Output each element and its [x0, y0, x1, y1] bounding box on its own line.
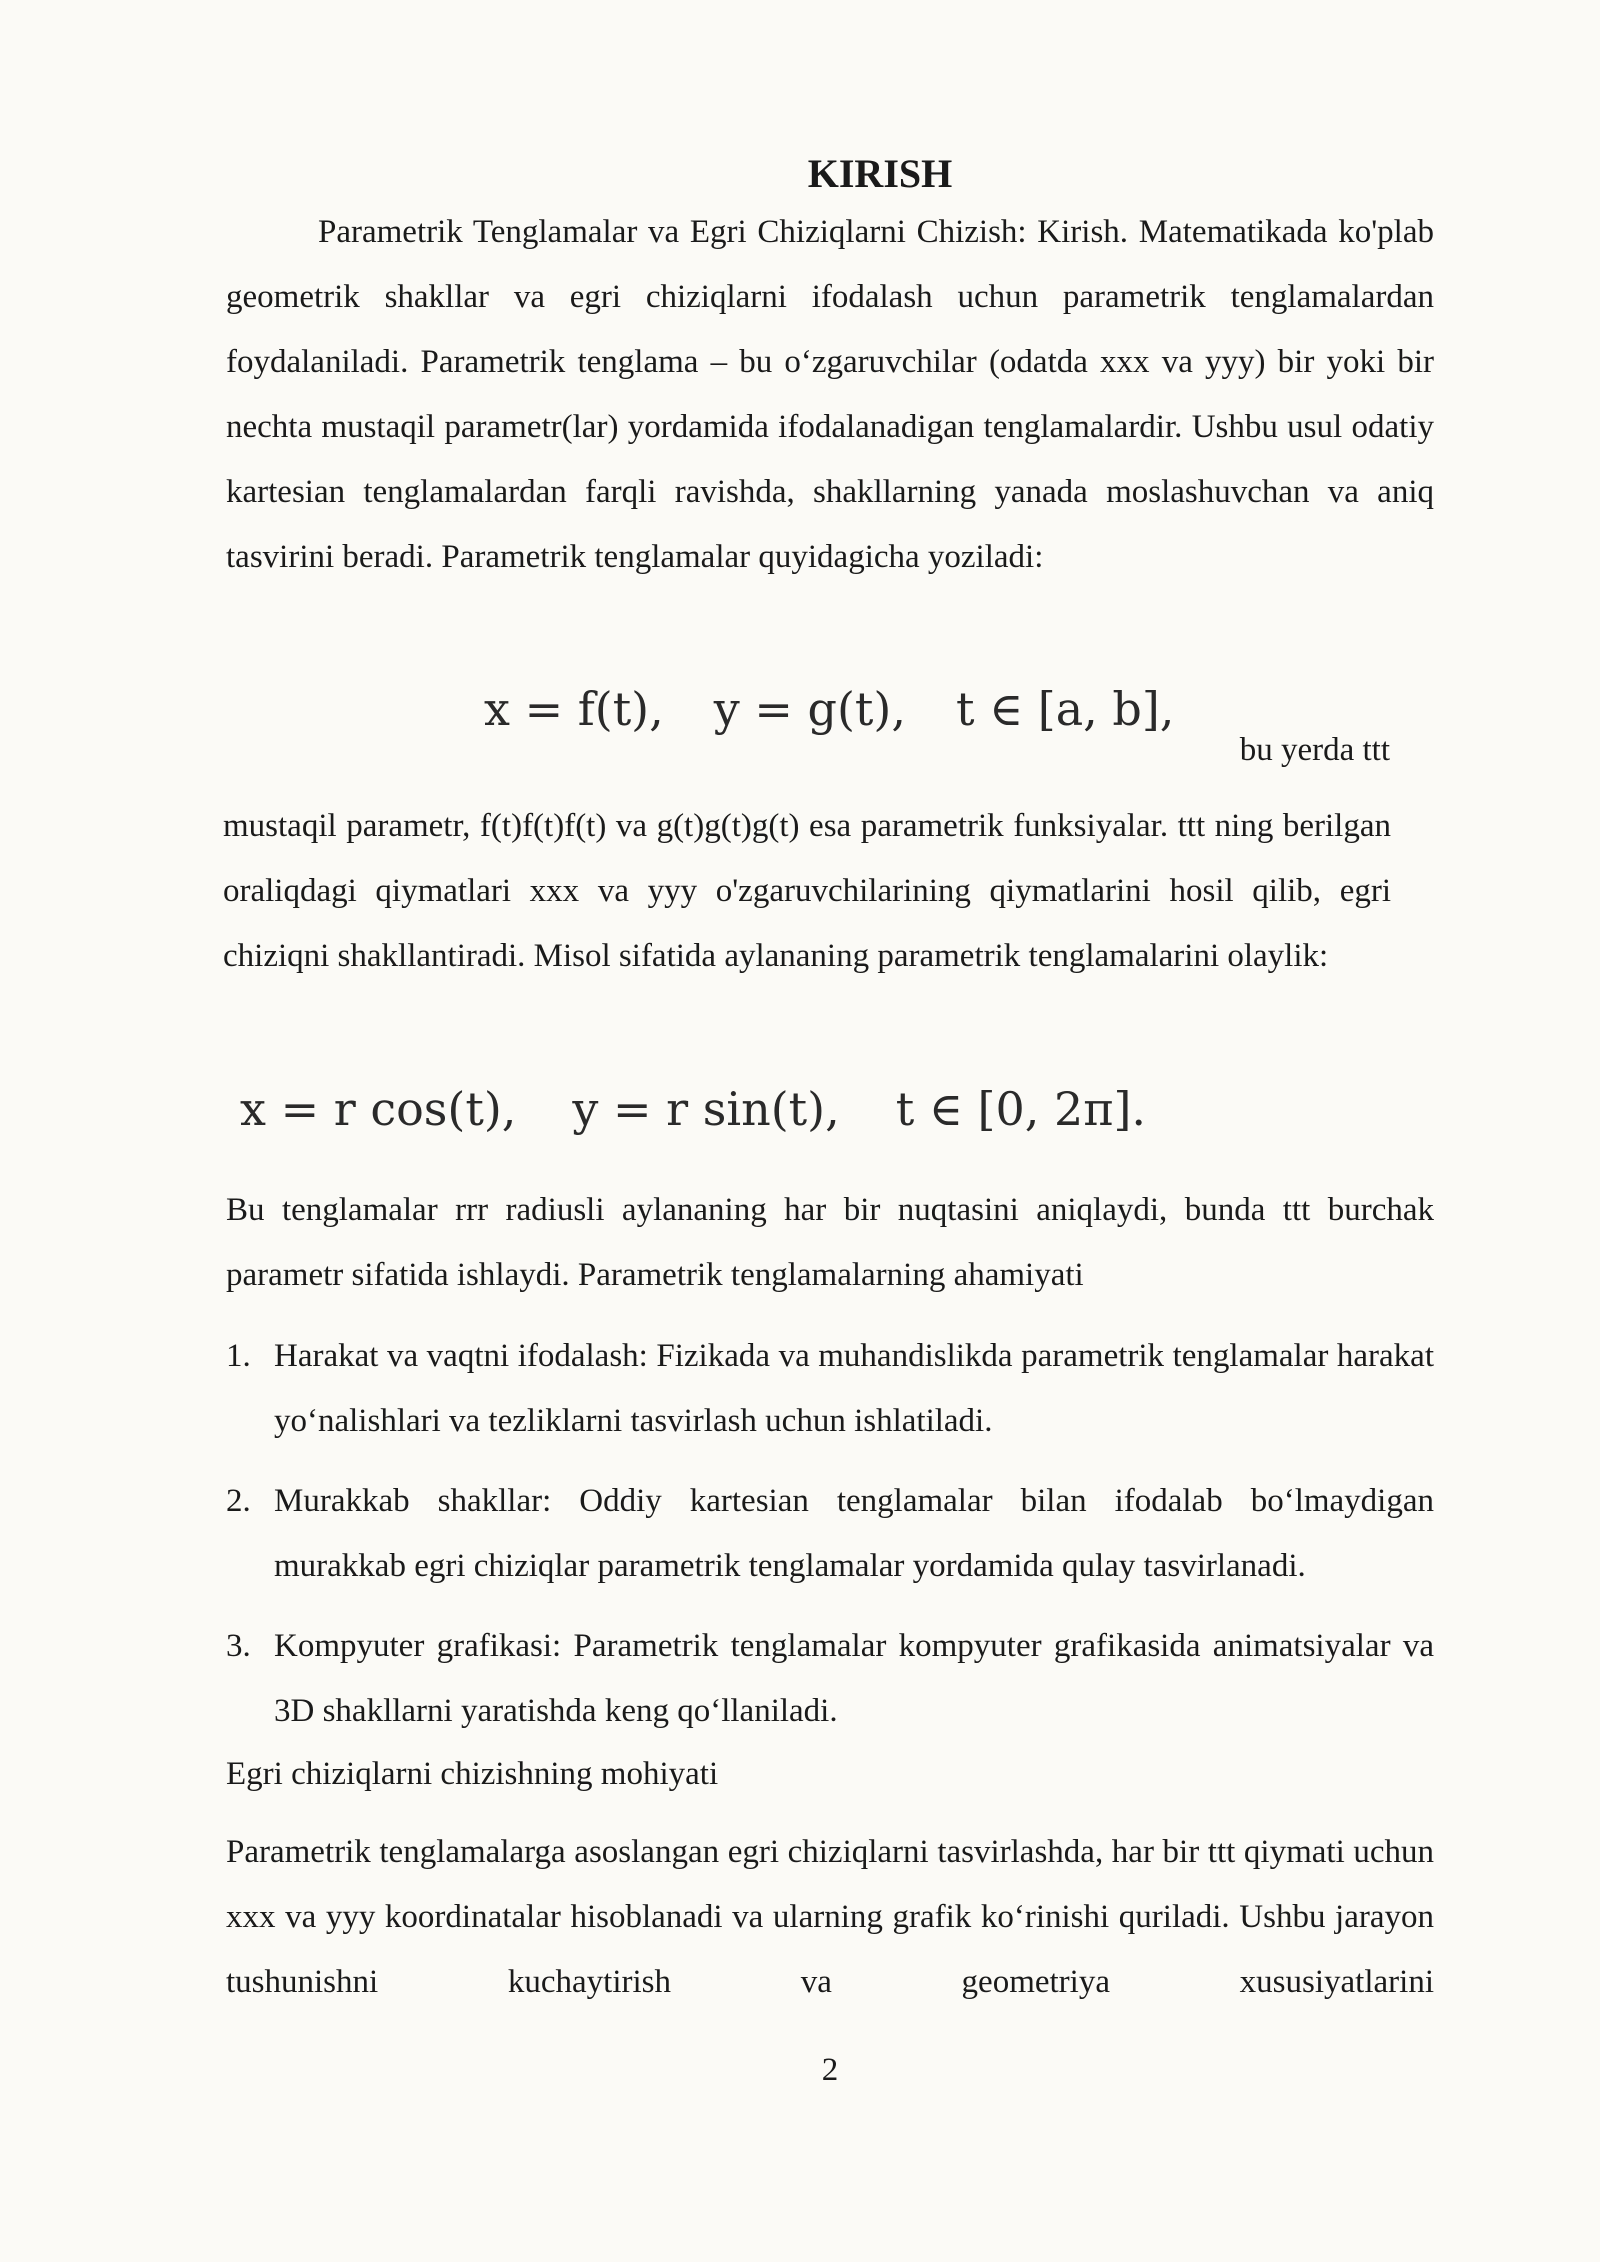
list-item-text: Harakat va vaqtni ifodalash: Fizikada va muhandislikda parametrik tenglamalar harakat yo‘nalishlari va tezliklarni tasvirlash uchun ishlatiladi.: [274, 1338, 1434, 1439]
equation-y-part: y = g(t),: [713, 682, 906, 736]
importance-list: [226, 1324, 1434, 1759]
list-item-number: 2.: [226, 1483, 251, 1519]
section-heading: Egri chiziqlarni chizishning mohiyati: [226, 1756, 719, 1792]
equation-explanation-start: bu yerda ttt: [1239, 732, 1390, 768]
list-item: [226, 1614, 1434, 1744]
equation-x-part: x = r cos(t),: [240, 1082, 517, 1136]
list-item: [226, 1469, 1434, 1599]
list-item-number: 1.: [226, 1338, 251, 1374]
list-item-text: Murakkab shakllar: Oddiy kartesian tenglamalar bilan ifodalab bo‘lmaydigan murakkab egri chiziqlar parametrik tenglamalar yordamida qulay tasvirlanadi.: [274, 1483, 1434, 1584]
equation-y-part: y = r sin(t),: [572, 1082, 840, 1136]
equation-t-part: t ∈ [0, 2π].: [895, 1082, 1147, 1136]
equation-t-part: t ∈ [a, b],: [956, 682, 1175, 736]
page-number: 2: [821, 2052, 839, 2088]
curve-drawing-paragraph: Parametrik tenglamalarga asoslangan egri chiziqlarni tasvirlashda, har bir ttt qiymati uchun xxx va yyy koordinatalar hisoblanadi va ularning grafik ko‘rinishi quriladi. Ushbu jarayon tushunishni kuchaytirish va geometriya xususiyatlarini: [226, 1834, 1434, 2000]
list-item-text: Kompyuter grafikasi: Parametrik tenglamalar kompyuter grafikasida animatsiyalar va 3D shakllarni yaratishda keng qo‘llaniladi.: [274, 1628, 1434, 1729]
circle-parametric-equation: [240, 1082, 1146, 1136]
intro-paragraph: Parametrik Tenglamalar va Egri Chiziqlarni Chizish: Kirish. Matematikada ko'plab geometrik shakllar va egri chiziqlarni ifodalash uchun parametrik tenglamalardan foydalaniladi. Parametrik tenglama – bu o‘zgaruvchilar (odatda xxx va yyy) bir yoki bir nechta mustaqil parametr(lar) yordamida ifodalanadigan tenglamalardir. Ushbu usul odatiy kartesian tenglamalardan farqli ravishda, shakllarning yanada moslashuvchan va aniq tasvirini beradi. Parametrik tenglamalar quyidagicha yoziladi:: [226, 214, 1434, 575]
equation-x-part: x = f(t),: [484, 682, 664, 736]
parameter-explanation-paragraph: mustaqil parametr, f(t)f(t)f(t) va g(t)g(t)g(t) esa parametrik funksiyalar. ttt ning berilgan oraliqdagi qiymatlari xxx va yyy o'zgaruvchilarining qiymatlarini hosil qilib, egri chiziqni shakllantiradi. Misol sifatida aylananing parametrik tenglamalarini olaylik:: [223, 808, 1391, 974]
list-item-number: 3.: [226, 1628, 251, 1664]
parametric-equation-general: [484, 682, 1174, 736]
page-title: KIRISH: [807, 151, 953, 196]
list-item: [226, 1324, 1434, 1454]
circle-explanation-paragraph: Bu tenglamalar rrr radiusli aylananing har bir nuqtasini aniqlaydi, bunda ttt burchak parametr sifatida ishlaydi. Parametrik tenglamalarning ahamiyati: [226, 1192, 1434, 1293]
